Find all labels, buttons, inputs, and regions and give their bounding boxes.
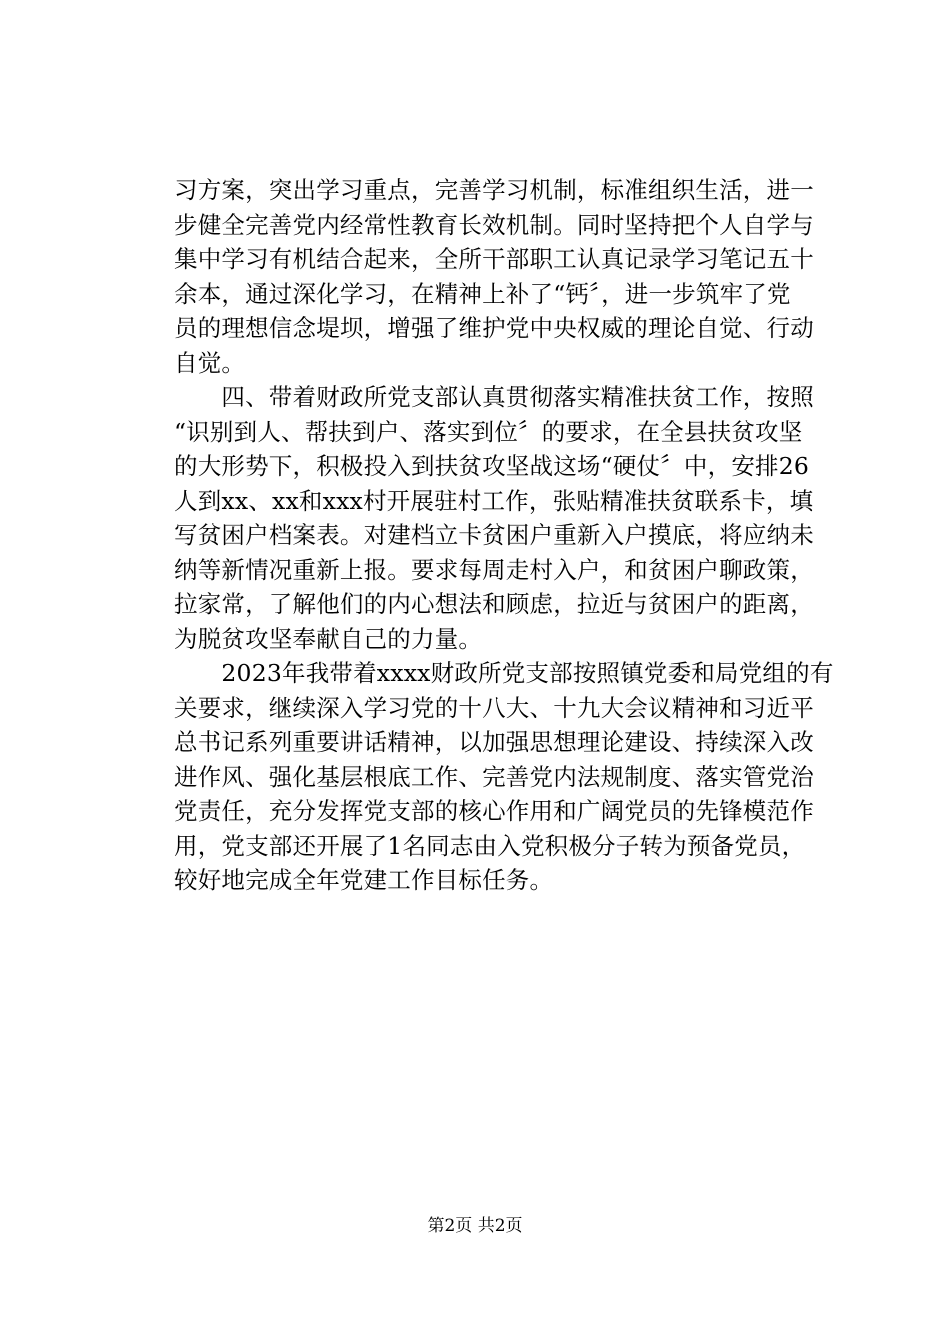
- text-line: 步健全完善党内经常性教育长效机制。同时坚持把个人自学与: [174, 210, 814, 239]
- text-line: 拉家常，了解他们的内心想法和顾虑，拉近与贫困户的距离，: [174, 590, 814, 618]
- text-line: 余本，通过深化学习，在精神上补了“钙〞，进一步筑牢了党: [174, 279, 791, 308]
- text-line: 四、带着财政所党支部认真贯彻落实精准扶贫工作，按照: [174, 383, 814, 411]
- text-line: 党责任，充分发挥党支部的核心作用和广阔党员的先锋模范作: [174, 797, 814, 825]
- page-footer: 第2页 共2页: [427, 1216, 523, 1236]
- text-line: 为脱贫攻坚奉献自己的力量。: [174, 624, 483, 653]
- text-line: 人到xx、xx和xxx村开展驻村工作，张贴精准扶贫联系卡，填: [174, 486, 814, 515]
- text-line: 2023年我带着xxxx财政所党支部按照镇党委和局党组的有: [174, 659, 834, 687]
- text-line: 纳等新情况重新上报。要求每周走村入户，和贫困户聊政策，: [174, 555, 814, 584]
- text-line: 进作风、强化基层根底工作、完善党内法规制度、落实管党治: [174, 762, 814, 791]
- text-line: 习方案，突出学习重点，完善学习机制，标准组织生活，进一: [174, 176, 814, 204]
- text-line: 员的理想信念堤坝，增强了维护党中央权威的理论自觉、行动: [174, 314, 814, 342]
- text-line: 较好地完成全年党建工作目标任务。: [174, 866, 554, 894]
- text-line: “识别到人、帮扶到户、落实到位〞的要求，在全县扶贫攻坚: [174, 417, 803, 446]
- text-line: 用，党支部还开展了1名同志由入党积极分子转为预备党员，: [174, 831, 806, 860]
- text-line: 关要求，继续深入学习党的十八大、十九大会议精神和习近平: [174, 693, 814, 722]
- text-line: 集中学习有机结合起来，全所干部职工认真记录学习笔记五十: [174, 245, 814, 273]
- text-line: 的大形势下，积极投入到扶贫攻坚战这场“硬仗〞中，安排26: [174, 452, 810, 480]
- text-line: 自觉。: [174, 348, 246, 377]
- body-text: [174, 173, 834, 898]
- text-line: 写贫困户档案表。对建档立卡贫困户重新入户摸底，将应纳未: [174, 521, 814, 549]
- text-line: 总书记系列重要讲话精神，以加强思想理论建设、持续深入改: [174, 728, 814, 756]
